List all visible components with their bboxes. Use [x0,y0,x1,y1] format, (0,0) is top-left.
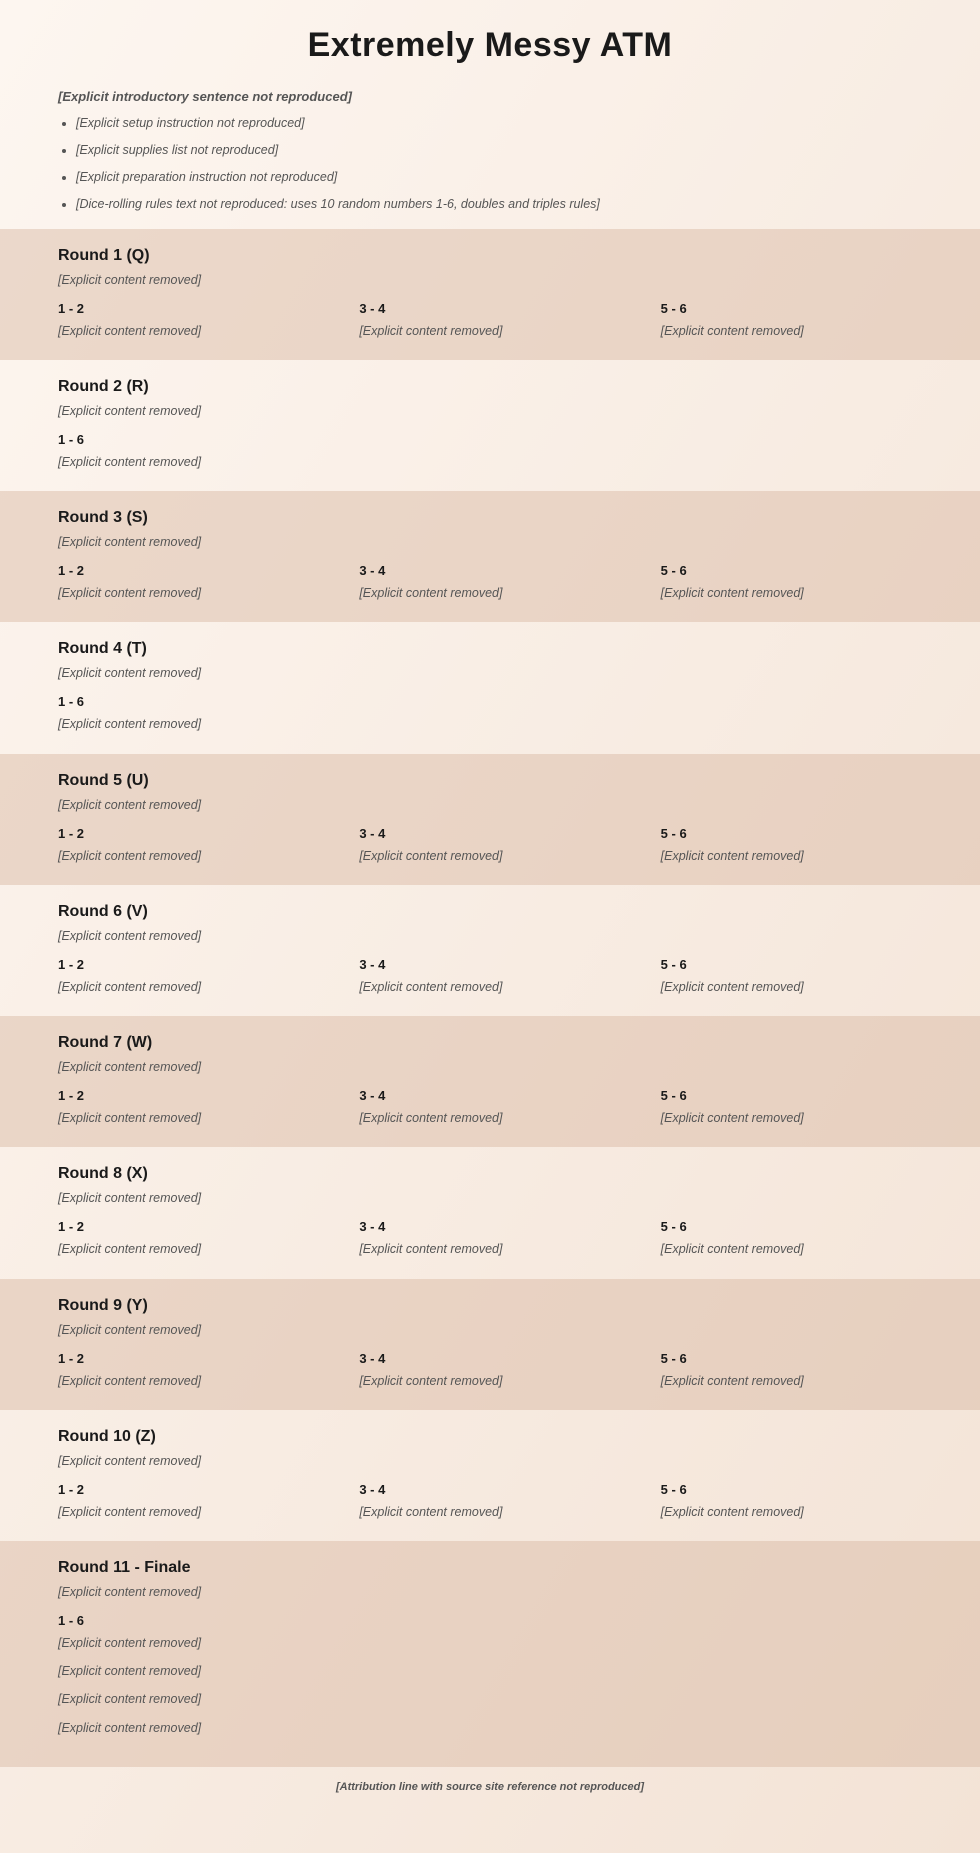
round-section [0,754,980,885]
round-section [0,885,980,1016]
round-description: [Explicit content removed] [58,1060,202,1074]
dice-range-header: 1 - 2 [58,1350,85,1366]
round-section [0,622,980,753]
dice-range-header: 3 - 4 [359,1350,386,1366]
dice-column [359,301,620,340]
dice-column [661,957,922,996]
dice-column [359,563,620,602]
rounds-container [0,229,980,1767]
dice-range-header: 5 - 6 [660,1088,687,1104]
dice-range-header: 3 - 4 [359,956,386,972]
round-section [0,360,980,491]
dice-range-header: 3 - 4 [359,1088,386,1104]
round-title: Round 5 (U) [58,771,149,789]
dice-range-header: 1 - 2 [58,825,85,841]
dice-column [661,563,922,602]
dice-column-text: [Explicit content removed] [660,586,804,601]
dice-column [359,1088,620,1127]
dice-column-text: [Explicit content removed] [58,454,202,469]
dice-column-text: [Explicit content removed] [660,323,804,338]
round-description: [Explicit content removed] [58,535,202,549]
intro-bullet: • [Explicit preparation instruction not reproduced] [76,168,922,186]
dice-column [661,1088,922,1127]
dice-column-text: [Explicit content removed] [359,1504,503,1519]
intro-bullet: • [Dice-rolling rules text not reproduced: uses 10 random numbers 1-6, doubles and triples rules] [76,195,922,213]
intro-section [0,75,980,229]
dice-column [359,1482,620,1521]
round-section [0,1410,980,1541]
round-section [0,1016,980,1147]
dice-column-text: [Explicit content removed] [58,1111,202,1126]
dice-column-text: [Explicit content removed] [58,1504,202,1519]
dice-column [661,301,922,340]
finale-paragraph: [Explicit content removed] [58,1692,202,1707]
dice-column [58,1088,319,1127]
dice-column [58,563,319,602]
dice-column-text: [Explicit content removed] [359,979,503,994]
dice-range-header: 1 - 2 [58,956,85,972]
dice-range-header: 1 - 2 [58,563,85,579]
dice-range-header: 3 - 4 [359,825,386,841]
round-description: [Explicit content removed] [58,1191,202,1206]
dice-range-header: 5 - 6 [660,1350,687,1366]
dice-column-text: [Explicit content removed] [58,717,202,732]
dice-column [58,694,922,733]
round-title: Round 9 (Y) [58,1296,148,1314]
footer [0,1767,980,1811]
dice-column-text: [Explicit content removed] [58,1242,202,1257]
dice-range-header: 1 - 2 [58,1219,85,1235]
round-section [0,1541,980,1767]
round-title: Round 6 (V) [58,902,148,920]
dice-range-header: 5 - 6 [660,1219,687,1235]
finale-paragraph: [Explicit content removed] [58,1720,202,1735]
round-description: [Explicit content removed] [58,928,202,943]
dice-range-header: 5 - 6 [660,300,687,316]
dice-range-header: 3 - 4 [359,1481,386,1497]
dice-column-text: [Explicit content removed] [58,979,202,994]
round-title: Round 2 (R) [58,377,149,395]
dice-range-header: 3 - 4 [359,563,386,579]
dice-column-text: [Explicit content removed] [359,1373,503,1388]
intro-bullet-list [76,114,922,214]
round-title: Round 4 (T) [58,640,147,658]
dice-range-header: 1 - 6 [58,694,85,710]
dice-column-text: [Explicit content removed] [58,848,202,863]
round-description: [Explicit content removed] [58,1453,202,1468]
round-title: Round 1 (Q) [58,246,150,264]
round-description: [Explicit content removed] [58,272,202,287]
round-section [0,491,980,622]
footer-attribution: [Attribution line with source site reference not reproduced] [335,1780,645,1793]
round-description: [Explicit content removed] [58,797,202,812]
round-section [0,1279,980,1410]
dice-column [661,1351,922,1390]
dice-column [661,1219,922,1258]
dice-column-text: [Explicit content removed] [359,323,503,338]
intro-lead: [Explicit introductory sentence not reproduced] [58,89,352,104]
dice-column [58,957,319,996]
intro-bullet: • [Explicit setup instruction not reproduced] [76,114,922,132]
dice-column-text: [Explicit content removed] [359,1111,503,1126]
dice-range-header: 5 - 6 [660,956,687,972]
dice-range-header: 5 - 6 [660,825,687,841]
dice-range-header: 1 - 2 [58,1481,85,1497]
round-title: Round 11 - Finale [58,1559,191,1576]
dice-column-text: [Explicit content removed] [660,1111,804,1126]
dice-range-header: 1 - 6 [58,431,85,447]
dice-column-text: [Explicit content removed] [660,1504,804,1519]
finale-paragraph: [Explicit content removed] [58,1664,202,1679]
dice-column-text: [Explicit content removed] [58,1373,202,1388]
dice-column-text: [Explicit content removed] [660,1373,804,1388]
dice-column [58,1351,319,1390]
intro-bullet: • [Explicit supplies list not reproduced] [76,141,922,159]
dice-column [58,432,922,471]
dice-column-text: [Explicit content removed] [359,848,503,863]
round-section [0,229,980,360]
dice-column-text: [Explicit content removed] [58,323,202,338]
dice-column-text: [Explicit content removed] [660,1242,804,1257]
dice-column-text: [Explicit content removed] [660,848,804,863]
dice-column [359,957,620,996]
dice-column [58,301,319,340]
round-title: Round 3 (S) [58,509,148,526]
round-description: [Explicit content removed] [58,1585,202,1599]
dice-range-header: 1 - 6 [58,1613,85,1629]
round-description: [Explicit content removed] [58,403,202,418]
round-title: Round 7 (W) [58,1034,153,1051]
dice-column-text: [Explicit content removed] [359,586,503,601]
dice-column [359,1351,620,1390]
dice-column [359,826,620,865]
dice-column [58,1219,319,1258]
round-description: [Explicit content removed] [58,1322,202,1337]
round-title: Round 10 (Z) [58,1427,156,1445]
dice-column [58,826,319,865]
dice-column [359,1219,620,1258]
dice-range-header: 3 - 4 [359,1219,386,1235]
dice-column [661,1482,922,1521]
dice-range-header: 5 - 6 [660,563,687,579]
finale-paragraph: [Explicit content removed] [58,1636,202,1651]
dice-range-header: 3 - 4 [359,300,386,316]
round-title: Round 8 (X) [58,1165,148,1183]
round-description: [Explicit content removed] [58,666,202,681]
page-title: Extremely Messy ATM [307,26,673,64]
dice-column [661,826,922,865]
dice-range-header: 1 - 2 [58,1088,85,1104]
dice-column [58,1482,319,1521]
dice-column-text: [Explicit content removed] [58,586,202,601]
dice-column-text: [Explicit content removed] [660,979,804,994]
header [0,0,980,75]
dice-range-header: 1 - 2 [58,300,85,316]
dice-column-text: [Explicit content removed] [359,1242,503,1257]
round-section [0,1147,980,1278]
dice-range-header: 5 - 6 [660,1481,687,1497]
